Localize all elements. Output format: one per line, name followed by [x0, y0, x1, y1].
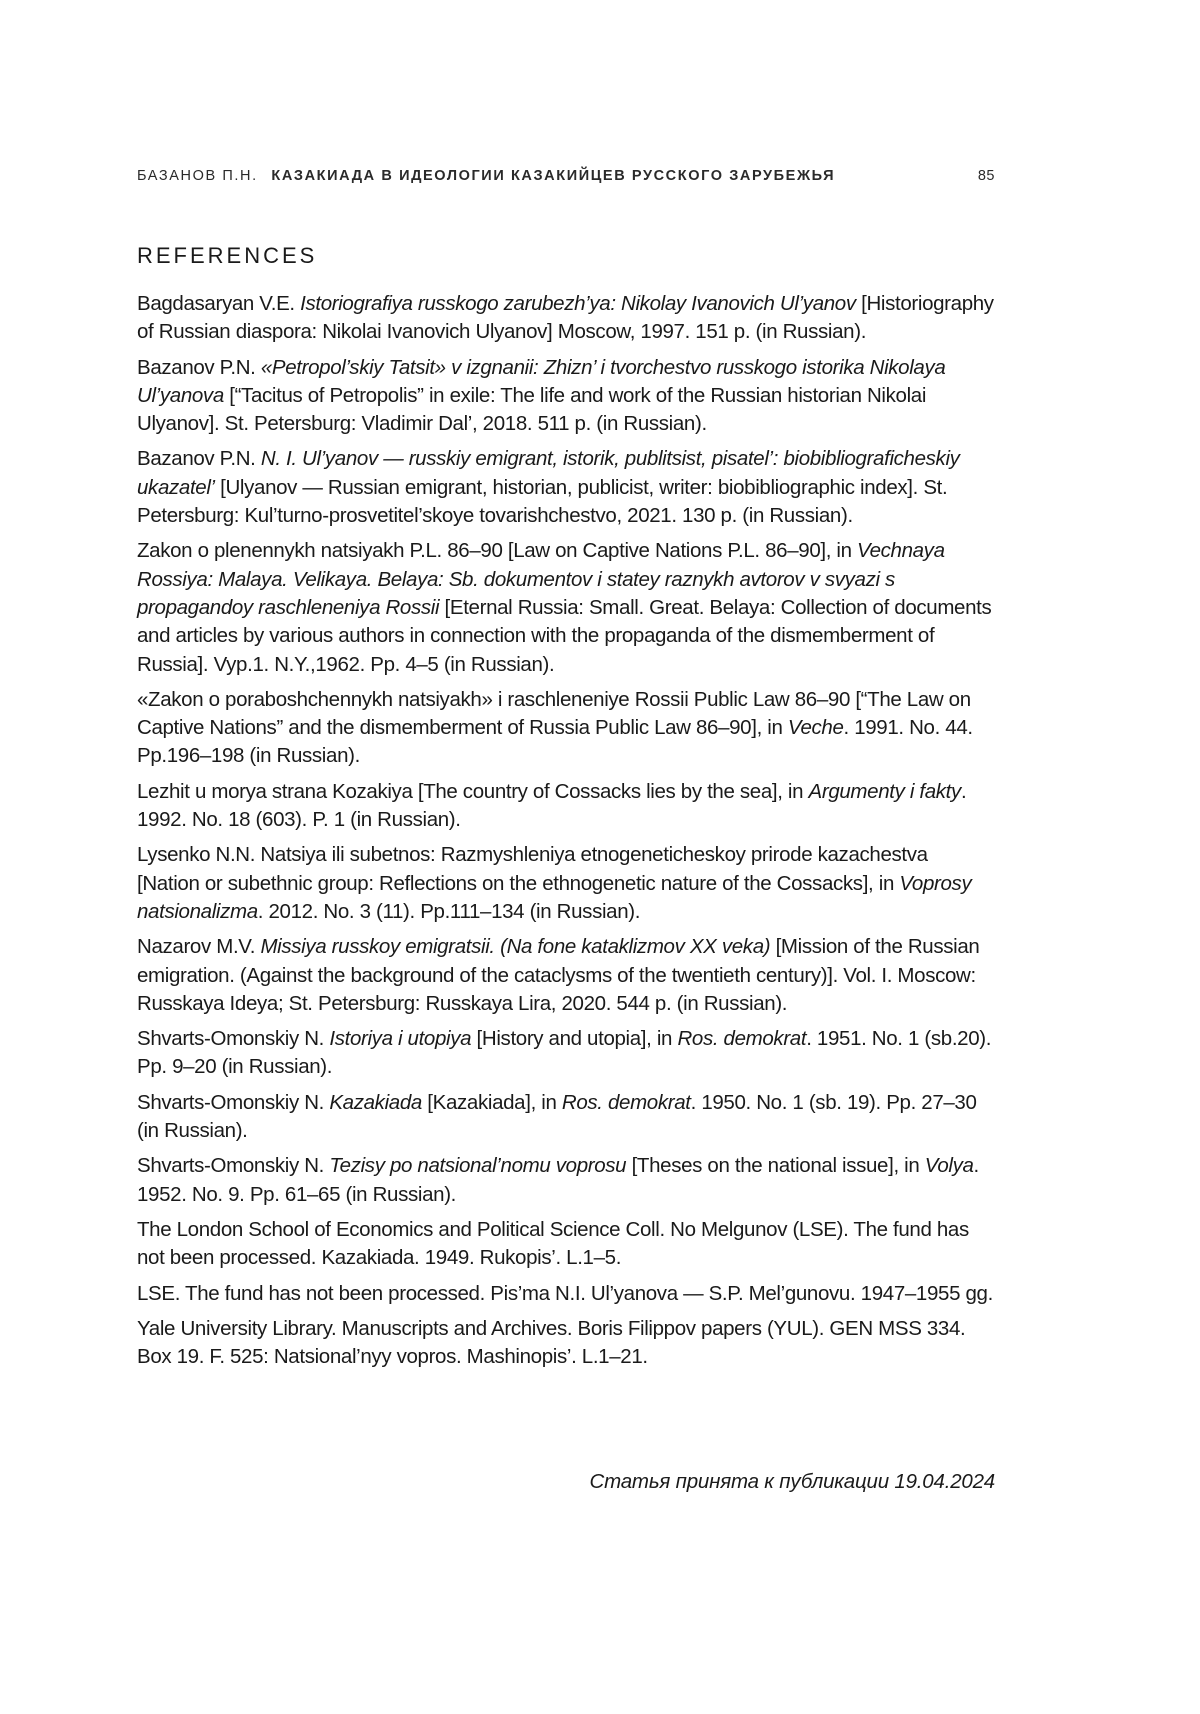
running-head-author: БАЗАНОВ П.Н. — [137, 168, 258, 184]
reference-item: LSE. The fund has not been processed. Pis’ma N.I. Ul’yanova — S.P. Mel’gunovu. 1947–1955 gg. — [137, 1281, 993, 1305]
reference-item: Bagdasaryan V.E. Istoriografiya russkogo zarubezh’ya: Nikolay Ivanovich Ul’yanov [Historiography of Russian diaspora: Nikolai Ivanovich Ulyanov] Moscow, 1997. 151 p. (in Russian). — [137, 292, 994, 344]
reference-item: Bazanov P.N. N. I. Ul’yanov — russkiy emigrant, istorik, publitsist, pisatel’: biobibliograficheskiy ukazatel’ [Ulyanov — Russian emigrant, historian, publicist, writer: biobibliographic index]. St. Petersburg: Kul’turno-prosvetitel’skoye tovarishchestvo, 2021. 130 p. (in Russian). — [137, 447, 960, 528]
reference-item: The London School of Economics and Political Science Coll. No Melgunov (LSE). The fund has not been processed. Kazakiada. 1949. Rukopis’. L.1–5. — [137, 1217, 969, 1270]
reference-item: «Zakon o poraboshchennykh natsiyakh» i raschleneniye Rossii Public Law 86–90 [“The Law on Captive Nations” and the dismemberment of Russia Public Law 86–90], in Veche. 1991. No. 44. Pp.196–198 (in Russian). — [137, 687, 973, 768]
running-head — [137, 168, 995, 190]
reference-item: Zakon o plenennykh natsiyakh P.L. 86–90 [Law on Captive Nations P.L. 86–90], in Vechnaya Rossiya: Malaya. Velikaya. Belaya: Sb. dokumentov i statey raznykh avtorov v svyazi s propagandoy raschleneniya Rossii [Eternal Russia: Small. Great. Belaya: Collection of documents and articles by various authors in connection with the propaganda of the dismemberment of Russia]. Vyp.1. N.Y.,1962. Pp. 4–5 (in Russian). — [137, 539, 992, 676]
page-number: 85 — [977, 168, 995, 184]
reference-item: Shvarts-Omonskiy N. Tezisy po natsional’nomu voprosu [Theses on the national issue], in Volya. 1952. No. 9. Pp. 61–65 (in Russian). — [137, 1154, 979, 1206]
reference-item: Shvarts-Omonskiy N. Istoriya i utopiya [History and utopia], in Ros. demokrat. 1951. No. 1 (sb.20). Pp. 9–20 (in Russian). — [137, 1027, 992, 1079]
reference-item: Bazanov P.N. «Petropol’skiy Tatsit» v izgnanii: Zhizn’ i tvorchestvo russkogo istorika Nikolaya Ul’yanova [“Tacitus of Petropolis” in exile: The life and work of the Russian historian Nikolai Ulyanov]. St. Petersburg: Vladimir Dal’, 2018. 511 p. (in Russian). — [137, 355, 946, 436]
reference-item: Shvarts-Omonskiy N. Kazakiada [Kazakiada], in Ros. demokrat. 1950. No. 1 (sb. 19). Pp. 27–30 (in Russian). — [137, 1090, 977, 1143]
references-heading: REFERENCES — [137, 243, 318, 268]
reference-item: Lysenko N.N. Natsiya ili subetnos: Razmyshleniya etnogeneticheskoy prirode kazachestva [Nation or subethnic group: Reflections on the ethnogenetic nature of the Cossacks], in Voprosy natsionalizma. 2012. No. 3 (11). Pp.111–134 (in Russian). — [137, 843, 972, 923]
running-head-title: КАЗАКИАДА В ИДЕОЛОГИИ КАЗАКИЙЦЕВ РУССКОГО ЗАРУБЕЖЬЯ — [271, 168, 836, 184]
reference-item: Lezhit u morya strana Kozakiya [The country of Cossacks lies by the sea], in Argumenty i fakty. 1992. No. 18 (603). P. 1 (in Russian). — [137, 779, 967, 832]
reference-item: Yale University Library. Manuscripts and Archives. Boris Filippov papers (YUL). GEN MSS 334. Box 19. F. 525: Natsional’nyy vopros. Mashinopis’. L.1–21. — [137, 1316, 966, 1369]
reference-list — [137, 290, 995, 1378]
reference-item: Nazarov M.V. Missiya russkoy emigratsii. (Na fone kataklizmov XX veka) [Mission of the Russian emigration. (Against the background of the cataclysms of the twentieth century)]. Vol. I. Moscow: Russkaya Ideya; St. Petersburg: Russkaya Lira, 2020. 544 p. (in Russian). — [137, 935, 980, 1015]
acceptance-note: Статья принята к публикации 19.04.2024 — [589, 1470, 995, 1493]
